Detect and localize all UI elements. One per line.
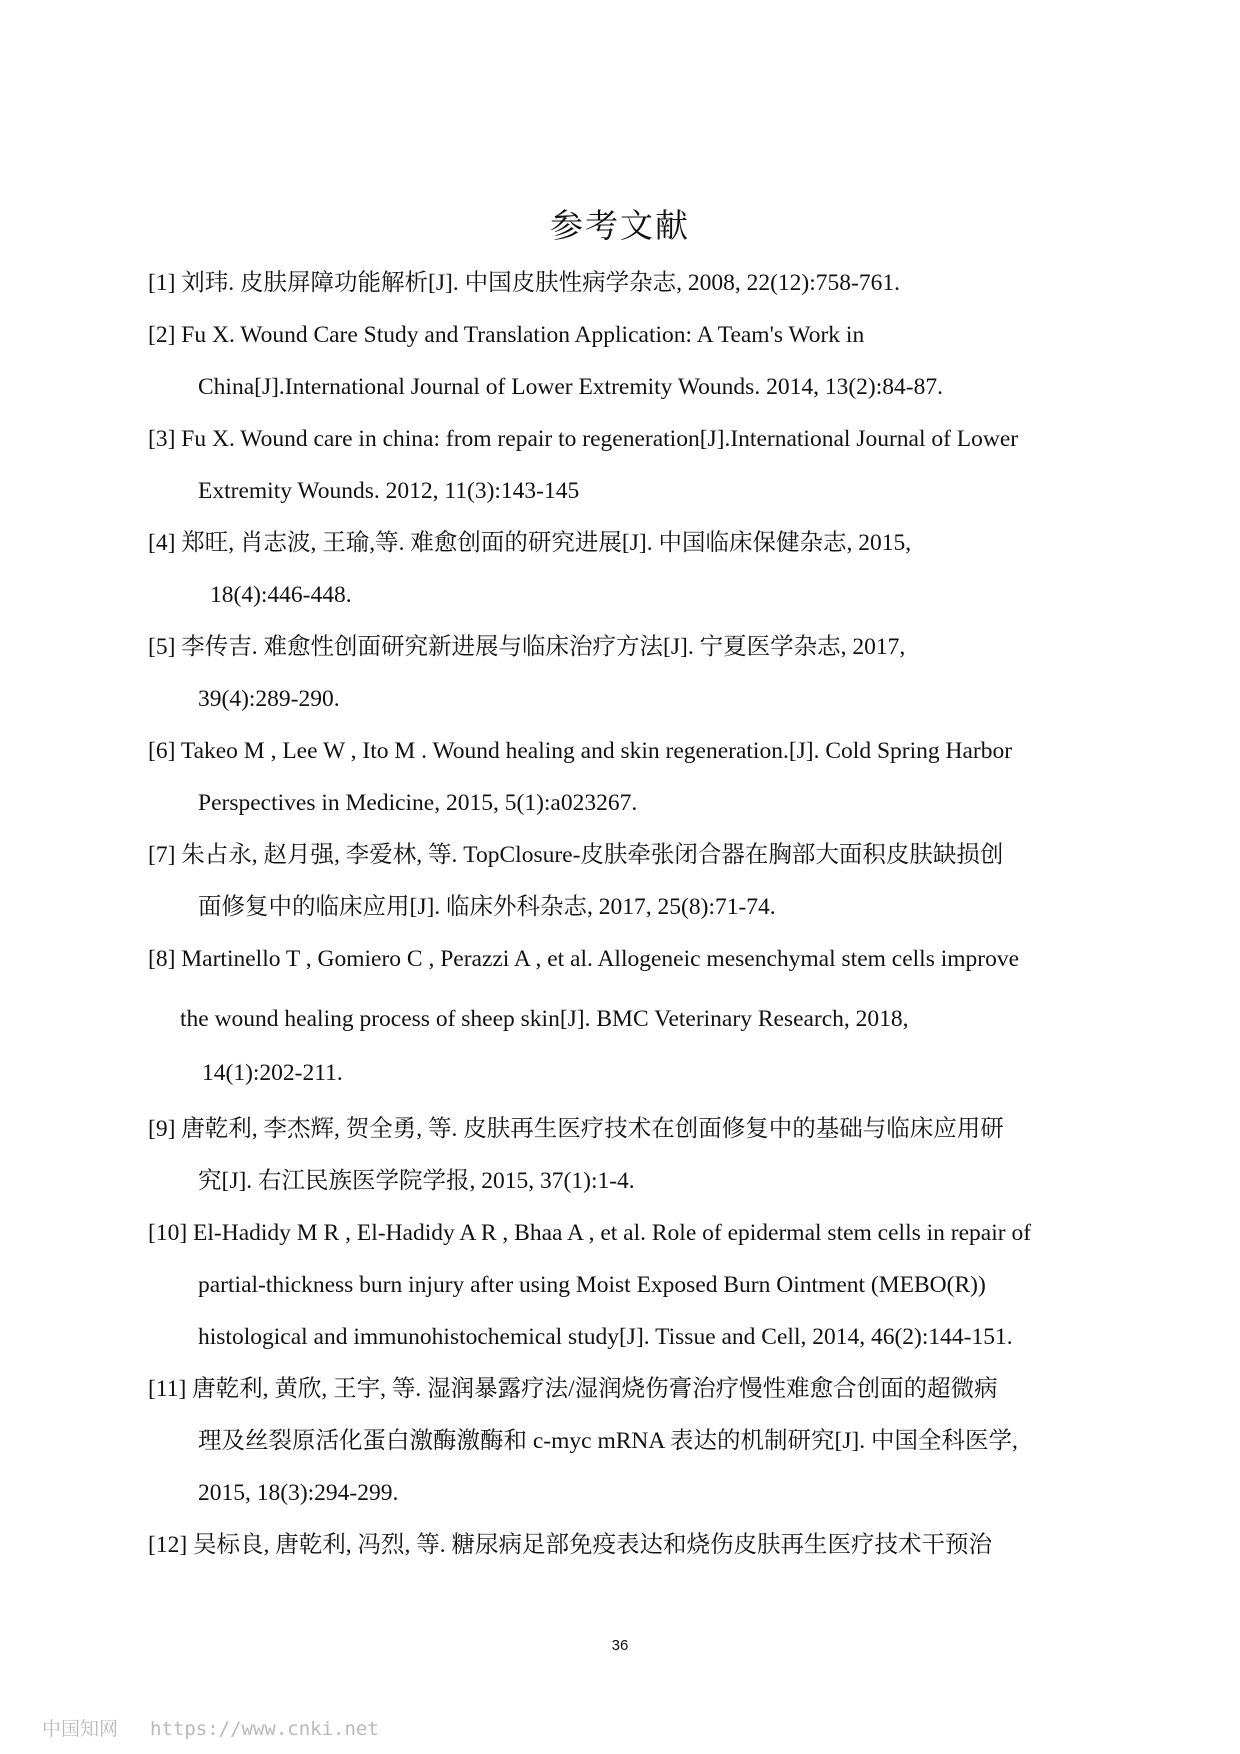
- reference-line: [6] Takeo M , Lee W , Ito M . Wound healing and skin regeneration.[J]. Cold Spring Harbor: [148, 738, 1013, 764]
- page-title: 参考文献: [550, 206, 690, 245]
- reference-line: [9] 唐乾利, 李杰辉, 贺全勇, 等. 皮肤再生医疗技术在创面修复中的基础与临床应用研: [148, 1116, 1004, 1142]
- reference-line: Perspectives in Medicine, 2015, 5(1):a023267.: [198, 790, 638, 816]
- reference-line: 39(4):289-290.: [198, 686, 340, 712]
- page-number: 36: [611, 1637, 629, 1654]
- reference-line: [4] 郑旺, 肖志波, 王瑜,等. 难愈创面的研究进展[J]. 中国临床保健杂志, 2015,: [148, 530, 912, 556]
- reference-line: the wound healing process of sheep skin[J]. BMC Veterinary Research, 2018,: [180, 1006, 909, 1032]
- reference-line: partial-thickness burn injury after using Moist Exposed Burn Ointment (MEBO(R)): [198, 1272, 986, 1298]
- reference-line: [5] 李传吉. 难愈性创面研究新进展与临床治疗方法[J]. 宁夏医学杂志, 2017,: [148, 634, 906, 660]
- watermark: [42, 1716, 379, 1742]
- reference-line: 究[J]. 右江民族医学院学报, 2015, 37(1):1-4.: [198, 1168, 635, 1194]
- reference-line: histological and immunohistochemical study[J]. Tissue and Cell, 2014, 46(2):144-151.: [198, 1324, 1013, 1350]
- reference-line: 2015, 18(3):294-299.: [198, 1480, 399, 1506]
- reference-line: 面修复中的临床应用[J]. 临床外科杂志, 2017, 25(8):71-74.: [198, 894, 776, 920]
- reference-line: [7] 朱占永, 赵月强, 李爱林, 等. TopClosure-皮肤牵张闭合器在胸部大面积皮肤缺损创: [148, 842, 1004, 868]
- watermark-site: 中国知网: [42, 1718, 119, 1740]
- reference-line: [10] El-Hadidy M R , El-Hadidy A R , Bhaa A , et al. Role of epidermal stem cells in repair of: [148, 1220, 1032, 1246]
- reference-line: [8] Martinello T , Gomiero C , Perazzi A , et al. Allogeneic mesenchymal stem cells improve: [148, 946, 1020, 972]
- reference-line: Extremity Wounds. 2012, 11(3):143-145: [198, 478, 580, 504]
- reference-line: [11] 唐乾利, 黄欣, 王宇, 等. 湿润暴露疗法/湿润烧伤膏治疗慢性难愈合创面的超微病: [148, 1376, 998, 1402]
- reference-line: 18(4):446-448.: [210, 582, 352, 608]
- reference-line: [2] Fu X. Wound Care Study and Translation Application: A Team's Work in: [148, 322, 865, 348]
- watermark-url: https://www.cnki.net: [150, 1718, 379, 1740]
- reference-line: 理及丝裂原活化蛋白激酶激酶和 c-myc mRNA 表达的机制研究[J]. 中国全科医学,: [198, 1428, 1018, 1454]
- reference-line: [12] 吴标良, 唐乾利, 冯烈, 等. 糖尿病足部免疫表达和烧伤皮肤再生医疗技术干预治: [148, 1532, 993, 1558]
- reference-line: 14(1):202-211.: [202, 1060, 343, 1086]
- reference-line: [1] 刘玮. 皮肤屏障功能解析[J]. 中国皮肤性病学杂志, 2008, 22(12):758-761.: [148, 270, 900, 296]
- reference-line: China[J].International Journal of Lower Extremity Wounds. 2014, 13(2):84-87.: [198, 374, 943, 400]
- reference-line: [3] Fu X. Wound care in china: from repair to regeneration[J].International Journal of Lower: [148, 426, 1019, 452]
